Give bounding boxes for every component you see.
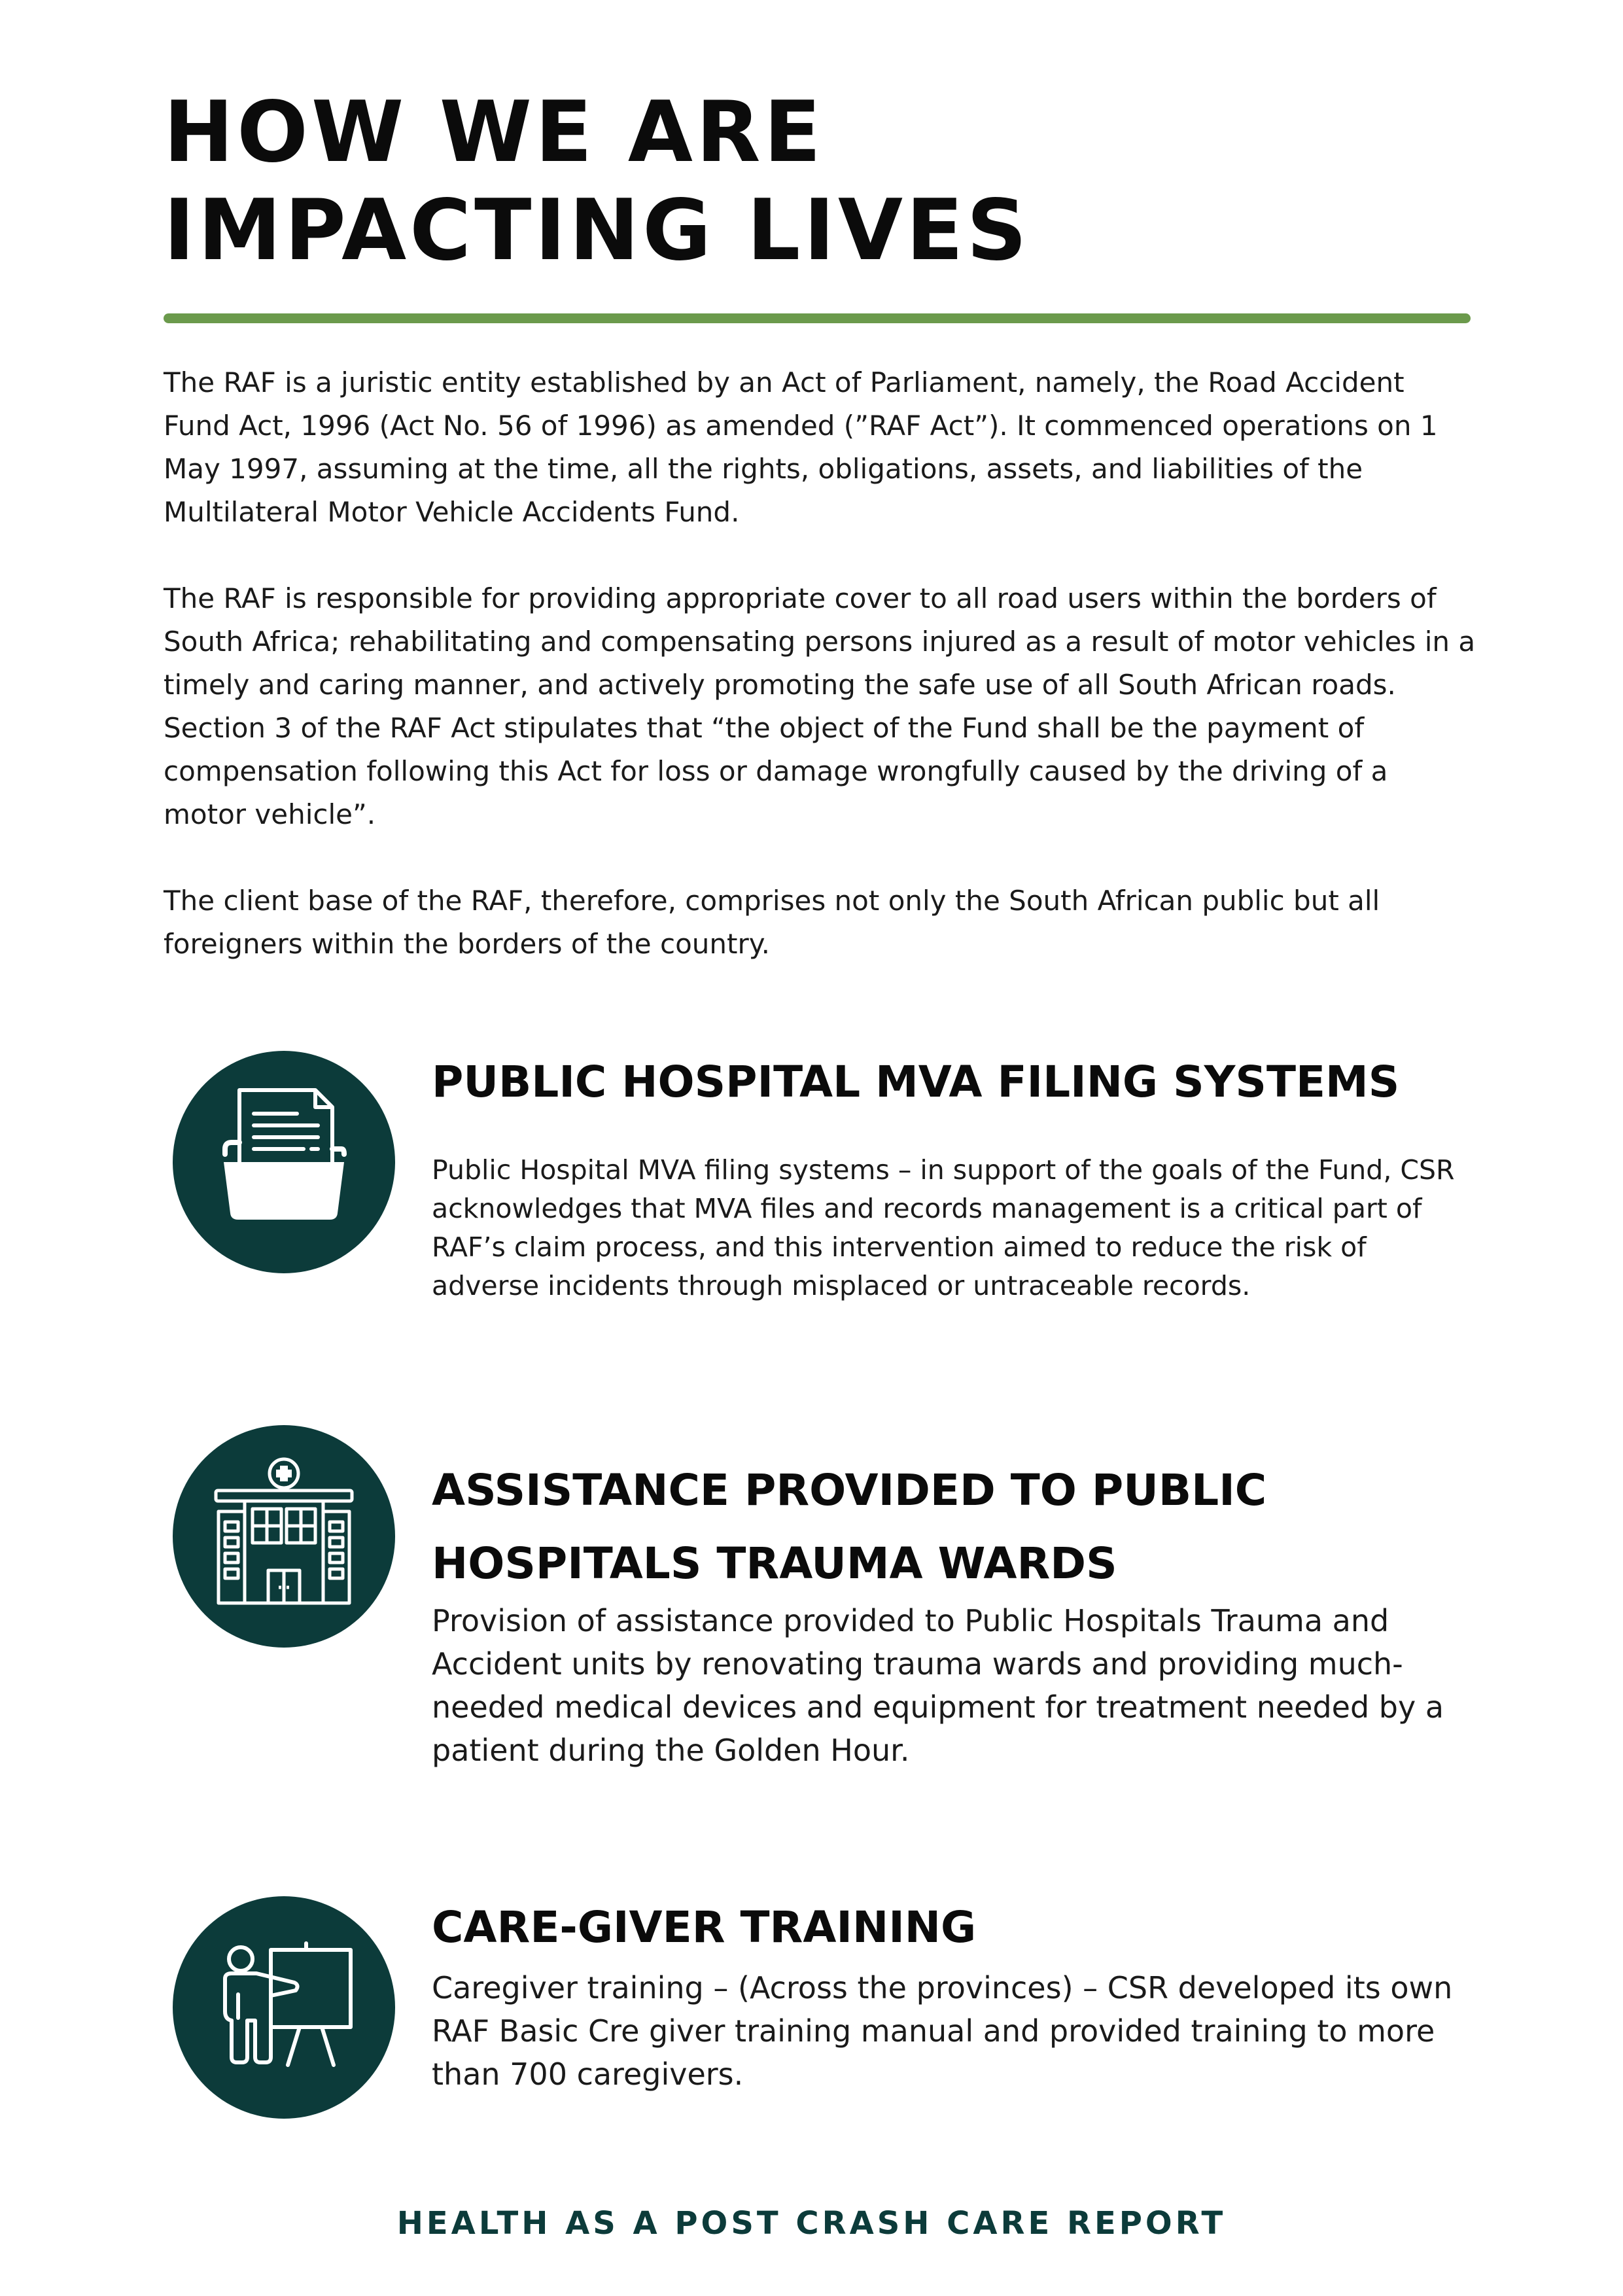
page-title-line-1: HOW WE ARE — [164, 84, 824, 181]
hospital-icon — [173, 1425, 395, 1648]
item-2-heading — [432, 1454, 1266, 1600]
intro-section — [164, 361, 1478, 1009]
footer-report-title: HEALTH AS A POST CRASH CARE REPORT — [396, 2205, 1227, 2242]
item-3-heading — [432, 1891, 976, 1964]
item-2-heading-line-1: ASSISTANCE PROVIDED TO PUBLIC — [432, 1465, 1267, 1515]
trainer-board-icon — [173, 1896, 395, 2119]
intro-paragraph-1: The RAF is a juristic entity established by an Act of Parliament, namely, the Road Accident Fund Act, 1996 (Act No. 56 of 1996) as amended (”RAF Act”). It commenced operations on 1 May 1997, assuming at the time, all the rights, obligations, assets, and liabilities of the Multilateral Motor Vehicle Accidents Fund. — [164, 366, 1438, 528]
item-3-body: Caregiver training – (Across the provinces) – CSR developed its own RAF Basic Cre giver training manual and provided training to more than 700 caregivers. — [432, 1970, 1453, 2092]
intro-paragraph-3: The client base of the RAF, therefore, comprises not only the South African public but all foreigners within the borders of the country. — [164, 885, 1380, 960]
item-1-heading — [432, 1046, 1399, 1119]
folder-document-icon — [173, 1051, 395, 1273]
item-1-body: Public Hospital MVA filing systems – in support of the goals of the Fund, CSR acknowledges that MVA files and records management is a critical part of RAF’s claim process, and this intervention aimed to reduce the risk of adverse incidents through misplaced or untraceable records. — [432, 1154, 1455, 1301]
item-2-heading-line-2: HOSPITALS TRAUMA WARDS — [432, 1538, 1117, 1589]
item-2-body: Provision of assistance provided to Public Hospitals Trauma and Accident units by renovating trauma wards and providing much-needed medical devices and equipment for treatment needed by a patient during the Golden Hour. — [432, 1603, 1444, 1768]
item-1-heading-line-1: PUBLIC HOSPITAL MVA FILING SYSTEMS — [432, 1057, 1400, 1107]
page-title-line-2: IMPACTING LIVES — [164, 182, 1030, 279]
page-title — [164, 84, 1030, 280]
item-3-heading-line-1: CARE-GIVER TRAINING — [432, 1902, 977, 1952]
intro-paragraph-2: The RAF is responsible for providing appropriate cover to all road users within the borders of South Africa; rehabilitating and compensating persons injured as a result of motor vehicles in a timely and caring manner, and actively promoting the safe use of all South African roads. Section 3 of the RAF Act stipulates that “the object of the Fund shall be the payment of compensation following this Act for loss or damage wrongfully caused by the driving of a motor vehicle”. — [164, 582, 1476, 830]
title-divider — [164, 313, 1471, 323]
